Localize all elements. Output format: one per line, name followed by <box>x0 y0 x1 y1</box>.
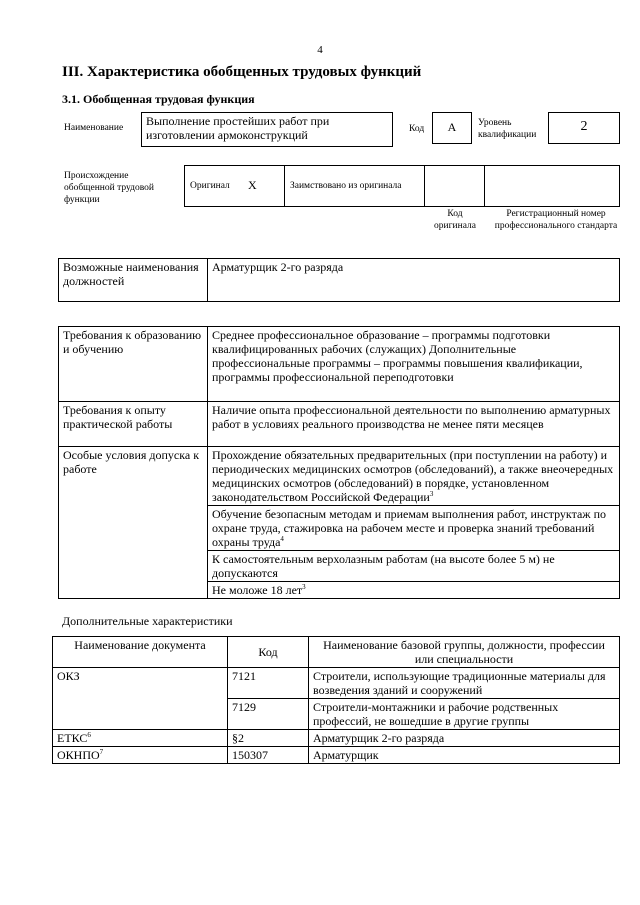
code-label: Код <box>409 124 425 134</box>
code-cell: 150307 <box>228 747 309 764</box>
additional-title: Дополнительные характеристики <box>62 614 233 628</box>
doc-cell: ОКЗ <box>53 668 228 730</box>
name-cell: Арматурщик <box>309 747 620 764</box>
doc-cell: ОКНПО$^7$ <box>53 747 228 764</box>
borrowed-label: Заимствовано из оригинала <box>290 181 402 191</box>
doc-cell: ЕТКС$^6$ <box>53 730 228 747</box>
original-mark: X <box>248 178 257 192</box>
code-cell: 7129 <box>228 699 309 730</box>
page-number: 4 <box>317 44 323 56</box>
name-label: Наименование <box>64 123 124 133</box>
name-cell: Строители, использующие традиционные материалы для возведения зданий и сооружений <box>309 668 620 699</box>
education-value: Среднее профессиональное образование – программы подготовки квалифицированных рабочих (служащих) Дополнительные профессиональные программы – программы повышения квалификации, программы профессиональной переподготовки <box>208 327 620 402</box>
name-value: Выполнение простейших работ при изготовлении армоконструкций <box>146 114 330 142</box>
origin-label: Происхождение обобщенной трудовой функции <box>64 171 154 205</box>
experience-label: Требования к опыту практической работы <box>59 402 208 447</box>
special-label: Особые условия допуска к работе <box>59 447 208 599</box>
reg-number-caption: Регистрационный номер профессионального стандарта <box>494 209 618 231</box>
name-cell: Строители-монтажники и рабочие родственных профессий, не вошедшие в другие группы <box>309 699 620 730</box>
positions-label: Возможные наименования должностей <box>59 259 208 302</box>
code-value-box <box>432 112 472 144</box>
level-value: 2 <box>580 119 588 134</box>
level-value-box <box>548 112 620 144</box>
experience-value: Наличие опыта профессиональной деятельности по выполнению арматурных работ в условиях реального производства не менее пяти месяцев <box>208 402 620 447</box>
origin-divider <box>484 165 485 207</box>
table-row <box>53 730 620 747</box>
col-name-header: Наименование базовой группы, должности, профессии или специальности <box>309 637 620 668</box>
positions-value: Арматурщик 2-го разряда <box>208 259 620 302</box>
level-label: Уровень квалификации <box>478 118 537 140</box>
code-cell: §2 <box>228 730 309 747</box>
code-original-caption: Код оригинала <box>434 209 476 231</box>
table-row <box>53 668 620 699</box>
origin-divider <box>424 165 425 207</box>
special-condition-4: Не моложе 18 лет$^3$ <box>208 582 620 599</box>
origin-divider <box>284 165 285 207</box>
code-value: А <box>447 120 457 134</box>
special-condition-3: К самостоятельным верхолазным работам (на высоте более 5 м) не допускаются <box>208 551 620 582</box>
original-label: Оригинал <box>190 181 230 191</box>
special-condition-2: Обучение безопасным методам и приемам выполнения работ, инструктаж по охране труда, стажировка на рабочем месте и проверка знаний требований охраны труда$^4$ <box>208 506 620 551</box>
name-cell: Арматурщик 2-го разряда <box>309 730 620 747</box>
code-cell: 7121 <box>228 668 309 699</box>
requirements-table <box>58 326 620 599</box>
name-value-box <box>141 112 393 147</box>
table-row <box>53 747 620 764</box>
col-code-header: Код <box>228 637 309 668</box>
positions-table <box>58 258 620 302</box>
col-doc-header: Наименование документа <box>53 637 228 668</box>
education-label: Требования к образованию и обучению <box>59 327 208 402</box>
subsection-title: 3.1. Обобщенная трудовая функция <box>62 92 255 106</box>
special-condition-1: Прохождение обязательных предварительных (при поступлении на работу) и периодических медицинских осмотров (обследований), а также внеочередных медицинских осмотров (обследований) в порядке, установленном законодательством Российской Федерации$^3$ <box>208 447 620 506</box>
section-title: III. Характеристика обобщенных трудовых функций <box>62 64 422 80</box>
additional-table <box>52 636 620 764</box>
